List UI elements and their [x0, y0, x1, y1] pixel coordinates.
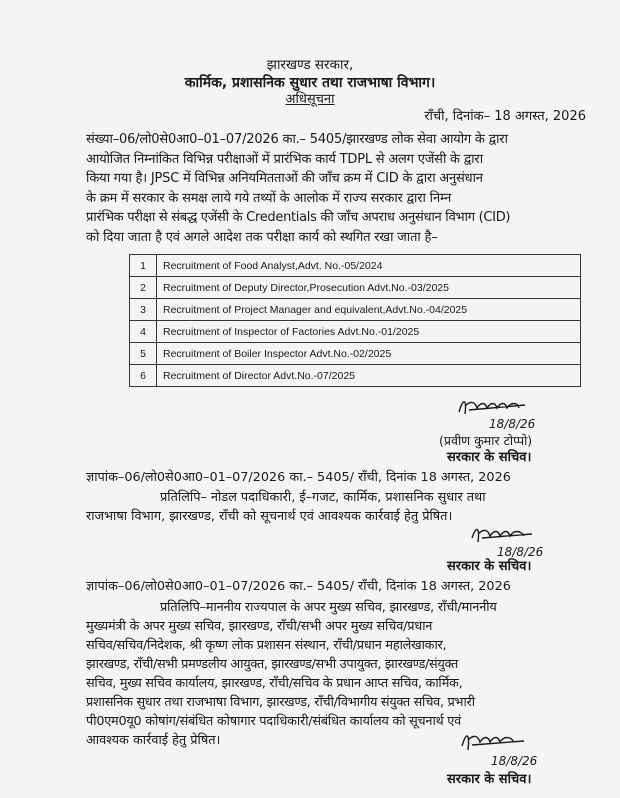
paragraph-line: आवश्यक कार्रवाई हेतु प्रेषित।	[86, 733, 221, 748]
recruitment-table	[129, 254, 581, 387]
paragraph-line: प्रतिलिपि–माननीय राज्यपाल के अपर मुख्य सचिव, झारखण्ड, राँची/माननीय	[160, 600, 497, 615]
memo-text-2	[86, 598, 594, 750]
paragraph-line: प्रशासनिक सुधार तथा राजभाषा विभाग, झारखण्ड, राँची/विभागीय संयुक्त सचिव, प्रभारी	[86, 695, 475, 710]
paragraph-line: मुख्यमंत्री के अपर मुख्य सचिव, झारखण्ड, राँची/सभी अपर मुख्य सचिव/प्रधान	[86, 619, 433, 634]
main-paragraph	[86, 130, 594, 247]
handwritten-signature-3	[458, 730, 534, 754]
department-heading: कार्मिक, प्रशासनिक सुधार तथा राजभाषा विभाग।	[184, 75, 436, 91]
table-row	[130, 255, 581, 277]
recruitment-cell: Recruitment of Food Analyst,Advt. No.-05/2024	[157, 255, 581, 277]
paragraph-line: के क्रम में सरकार के समक्ष लाये गये तथ्यों के आलोक में राज्य सरकार द्वारा निम्न	[86, 190, 452, 206]
paragraph-line: किया गया है। JPSC में विभिन्न अनियमितताओं की जाँच क्रम में CID के द्वारा अनुसंधान	[86, 171, 483, 186]
paragraph-line: प्रारंभिक परीक्षा से संबद्ध एजेंसी के Credentials की जाँच अपराध अनुसंधान विभाग (CID)	[86, 210, 511, 225]
signature-date-2: 18/8/26	[497, 545, 544, 559]
paragraph-line: संख्या–06/लो0से0आ0–01–07/2026 का.– 5405/झारखण्ड लोक सेवा आयोग के द्वारा	[86, 132, 508, 147]
signature-date-3: 18/8/26	[491, 754, 538, 768]
table-row	[130, 299, 581, 321]
memo-reference-1: ज्ञापांक–06/लो0से0आ0–01–07/2026 का.– 5405/ राँची, दिनांक 18 अगस्त, 2026	[86, 470, 511, 485]
paragraph-line: पी0एम0यू0 कोषांग/संबंधित कोषागार पदाधिकारी/संबंधित कार्यालय को सूचनार्थ एवं	[86, 714, 461, 729]
signature-date-1: 18/8/26	[489, 417, 536, 431]
row-number: 5	[130, 343, 157, 365]
recruitment-cell: Recruitment of Inspector of Factories Advt.No.-01/2025	[157, 321, 581, 343]
row-number: 1	[130, 255, 157, 277]
recruitment-cell: Recruitment of Deputy Director,Prosecution Advt.No.-03/2025	[157, 277, 581, 299]
signatory-name: (प्रवीण कुमार टोप्पो)	[439, 433, 533, 448]
table-row	[130, 343, 581, 365]
memo-reference-2: ज्ञापांक–06/लो0से0आ0–01–07/2026 का.– 5405/ राँची, दिनांक 18 अगस्त, 2026	[86, 579, 511, 594]
signatory-title-3: सरकार के सचिव।	[447, 772, 532, 787]
signatory-title-2: सरकार के सचिव।	[447, 559, 532, 574]
table-row	[130, 321, 581, 343]
paragraph-line: को दिया जाता है एवं अगले आदेश तक परीक्षा कार्य को स्थगित रखा जाता है–	[86, 229, 438, 245]
memo-text-1: राजभाषा विभाग, झारखण्ड, राँची को सूचनार्थ एवं आवश्यक कार्रवाई हेतु प्रेषित।	[86, 509, 453, 524]
notification-date: राँची, दिनांक– 18 अगस्त, 2026	[424, 109, 586, 124]
row-number: 4	[130, 321, 157, 343]
memo-text-1: प्रतिलिपि– नोडल पदाधिकारी, ई–गजट, कार्मिक, प्रशासनिक सुधार तथा	[160, 490, 486, 505]
row-number: 3	[130, 299, 157, 321]
paragraph-line: आयोजित निम्नांकित विभिन्न परीक्षाओं में प्रारंभिक कार्य TDPL से अलग एजेंसी के द्वारा	[86, 151, 483, 167]
recruitment-cell: Recruitment of Director Advt.No.-07/2025	[157, 365, 581, 387]
paragraph-line: सचिव/सचिव/निदेशक, श्री कृष्ण लोक प्रशासन संस्थान, राँची/प्रधान महालेखाकार,	[86, 638, 447, 653]
recruitment-cell: Recruitment of Boiler Inspector Advt.No.-02/2025	[157, 343, 581, 365]
recruitment-cell: Recruitment of Project Manager and equivalent,Advt.No.-04/2025	[157, 299, 581, 321]
table-row	[130, 365, 581, 387]
paragraph-line: झारखण्ड, राँची/सभी प्रमण्डलीय आयुक्त, झारखण्ड/सभी उपायुक्त, झारखण्ड/संयुक्त	[86, 657, 459, 672]
notification-title: अधिसूचना	[285, 92, 335, 107]
government-heading: झारखण्ड सरकार,	[266, 57, 354, 73]
paragraph-line: सचिव, मुख्य सचिव कार्यालय, झारखण्ड, राँची/सचिव के प्रधान आप्त सचिव, कार्मिक,	[86, 676, 463, 691]
row-number: 2	[130, 277, 157, 299]
signatory-title-1: सरकार के सचिव।	[447, 450, 532, 465]
table-row	[130, 277, 581, 299]
row-number: 6	[130, 365, 157, 387]
